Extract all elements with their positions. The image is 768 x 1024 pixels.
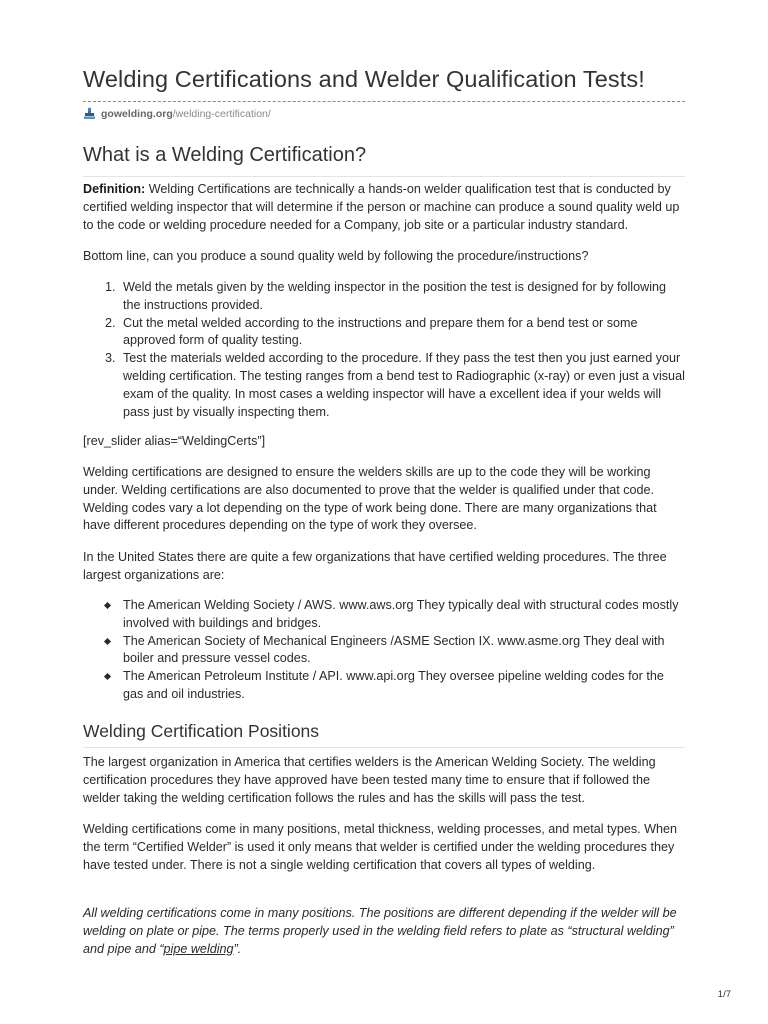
- list-item: 2. Cut the metal welded according to the instructions and prepare them for a bend test or some approved form of quality testing.: [105, 315, 638, 348]
- source-domain-link[interactable]: gowelding.org: [101, 107, 173, 120]
- bullet-icon: [104, 602, 111, 609]
- list-item: The American Society of Mechanical Engineers /ASME Section IX. www.asme.org They deal with boiler and pressure vessel codes.: [83, 633, 685, 669]
- list-item: 3. Test the materials welded according to the procedure. If they pass the test then you just earned your welding certification. The testing ranges from a bend test to Radiographic (x-ray) or even just a visual exam of the quality. In most cases a welding inspector will have a excellent idea if your welds will pass just by visually inspecting them.: [105, 351, 685, 419]
- us-organizations-text: In the United States there are quite a few organizations that have certified welding procedures. The three largest organizations are:: [83, 550, 667, 582]
- largest-org-paragraph: [83, 754, 685, 807]
- pipe-welding-link[interactable]: pipe welding: [163, 941, 234, 956]
- bullet-icon: [104, 673, 111, 680]
- page-title: Welding Certifications and Welder Qualification Tests!: [83, 66, 645, 92]
- section-heading-what-is: What is a Welding Certification?: [83, 144, 367, 166]
- list-item: 1. Weld the metals given by the welding inspector in the position the test is designed for by following the instructions provided.: [105, 280, 667, 312]
- designed-paragraph: [83, 464, 685, 535]
- us-organizations-paragraph: [83, 549, 685, 585]
- list-item: The American Welding Society / AWS. www.aws.org They typically deal with structural codes mostly involved with buildings and bridges.: [83, 597, 685, 633]
- many-positions-paragraph: [83, 821, 685, 874]
- site-favicon-icon: [83, 107, 96, 120]
- largest-org-text: The largest organization in America that certifies welders is the American Welding Society. The welding certification procedures they have approved have been tested many time to ensure that if followed the welder taking the welding certification follows the rules and has the skills will pass the test.: [83, 755, 656, 805]
- bullet-icon: [104, 638, 111, 645]
- definition-text: Welding Certifications are technically a hands-on welder qualification test that is conducted by certified welding inspector that will determine if the person or machine can produce a sound quality weld up to the code or welding procedure needed for a Company, job site or a particular industry standard.: [83, 182, 680, 232]
- definition-paragraph: [83, 181, 685, 234]
- bottom-line-text: Bottom line, can you produce a sound quality weld by following the procedure/instructions?: [83, 249, 589, 263]
- source-line: [83, 107, 271, 120]
- list-item: The American Petroleum Institute / API. www.api.org They oversee pipeline welding codes for the gas and oil industries.: [83, 668, 685, 704]
- steps-list: [83, 279, 685, 421]
- italic-note-end: ”.: [233, 941, 242, 956]
- bottom-line-paragraph: [83, 248, 685, 266]
- source-path-link[interactable]: /welding-certification/: [172, 107, 271, 120]
- page-number: 1/7: [717, 989, 731, 1000]
- designed-text: Welding certifications are designed to ensure the welders skills are up to the code they will be working under. Welding certifications are also documented to prove that the welder is qualified under that code. Welding codes vary a lot depending on the type of work being done. There are many organizations that have different procedures depending on the type of work they oversee.: [83, 465, 657, 533]
- italic-note-text: All welding certifications come in many positions. The positions are different depending if the welder will be welding on plate or pipe. The terms properly used in the welding field refers to plate as “structural welding” and pipe and “: [83, 906, 677, 956]
- section-divider: [83, 176, 685, 177]
- italic-note-paragraph: [83, 905, 685, 958]
- many-positions-text: Welding certifications come in many positions, metal thickness, welding processes, and metal types. When the term “Certified Welder” is used it only means that welder is certified under the welding procedures they have tested under. There is not a single welding certification that covers all types of welding.: [83, 822, 678, 872]
- section-heading-positions: Welding Certification Positions: [83, 721, 320, 741]
- definition-label: Definition:: [83, 182, 146, 196]
- shortcode-paragraph: [83, 433, 685, 451]
- shortcode-text: [rev_slider alias=“WeldingCerts”]: [83, 434, 266, 448]
- section-divider: [83, 747, 685, 748]
- title-divider: [83, 101, 685, 102]
- organizations-list: [83, 597, 685, 704]
